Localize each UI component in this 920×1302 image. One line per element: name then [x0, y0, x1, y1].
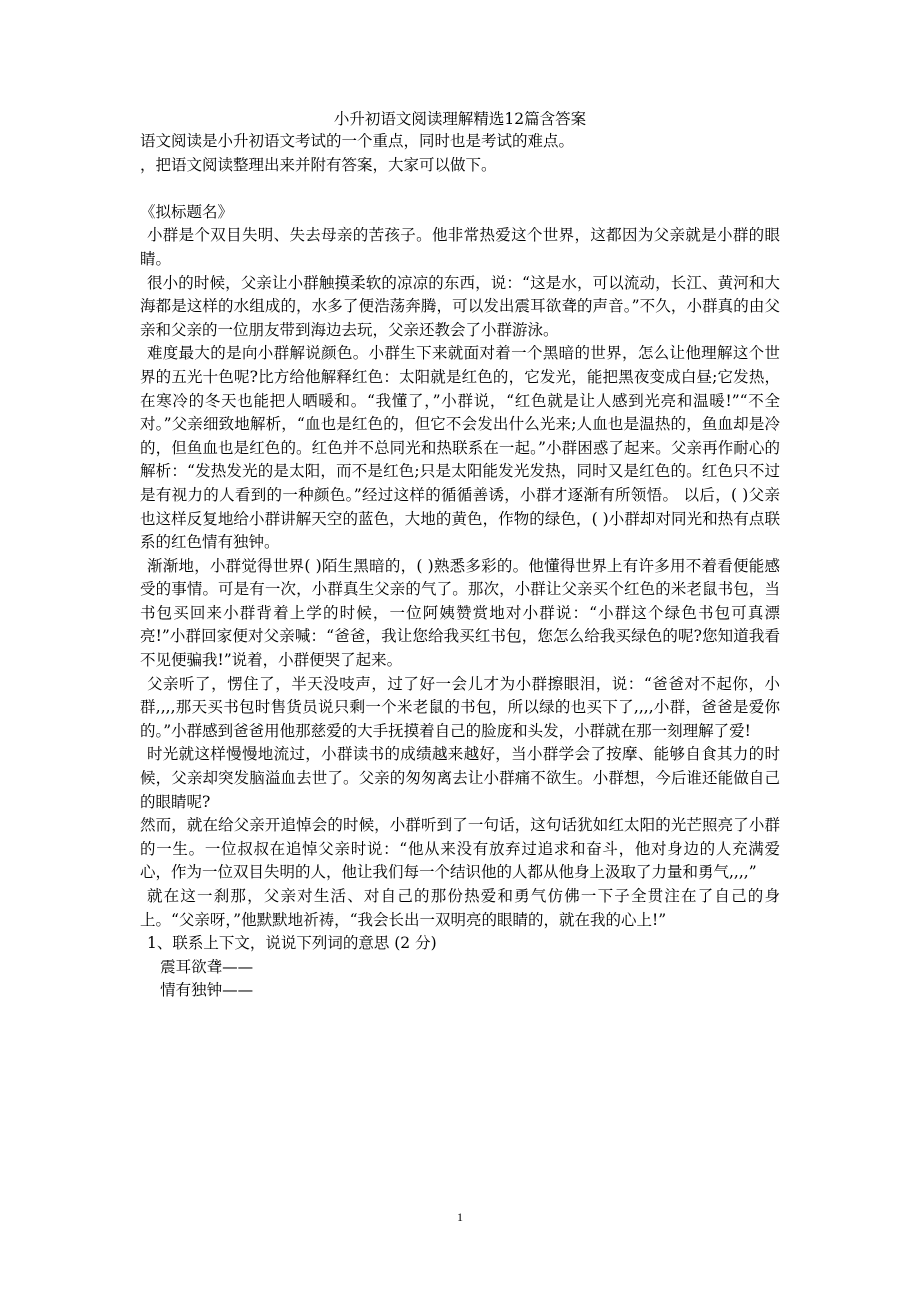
blank-line: [140, 177, 780, 201]
document-page: [140, 108, 780, 1003]
question-1: 1、联系上下文，说说下列词的意思 (2 分): [146, 934, 437, 953]
document-title: 小升初语文阅读理解精选12篇含答案: [333, 110, 587, 128]
page-number: 1: [457, 1210, 463, 1224]
question-1-item-2: 情有独钟——: [160, 981, 254, 1000]
paragraph-8: 就在这一刹那，父亲对生活、对自己的那份热爱和勇气仿佛一下子全贯注在了自己的身上。“父亲呀，”他默默地祈祷，“我会长出一双明亮的眼睛的，就在我的心上!”: [140, 887, 780, 929]
paragraph-2: 很小的时候，父亲让小群触摸柔软的凉凉的东西，说：“这是水，可以流动，长江、黄河和大海都是这样的水组成的，水多了便浩荡奔腾，可以发出震耳欲聋的声音。”不久，小群真的由父亲和父亲的一位朋友带到海边去玩，父亲还教会了小群游泳。: [140, 273, 780, 339]
paragraph-1: 小群是个双目失明、失去母亲的苦孩子。他非常热爱这个世界，这都因为父亲就是小群的眼睛。: [140, 226, 780, 268]
intro-line-1: 语文阅读是小升初语文考试的一个重点，同时也是考试的难点。: [140, 132, 575, 150]
intro-line-2: ，把语文阅读整理出来并附有答案，大家可以做下。: [140, 155, 497, 174]
paragraph-7: 然而，就在给父亲开追悼会的时候，小群听到了一句话，这句话犹如红太阳的光芒照亮了小群的一生。一位叔叔在追悼父亲时说：“他从来没有放弃过追求和奋斗，他对身边的人充满爱心，作为一位双目失明的人，他让我们每一个结识他的人都从他身上汲取了力量和勇气,,,,”: [140, 816, 780, 882]
section-title: 《拟标题名》: [140, 202, 234, 221]
paragraph-6: 时光就这样慢慢地流过，小群读书的成绩越来越好，当小群学会了按摩、能够自食其力的时候，父亲却突发脑溢血去世了。父亲的匆匆离去让小群痛不欲生。小群想，今后谁还能做自己的眼睛呢?: [140, 745, 780, 811]
paragraph-4: 渐渐地，小群觉得世界( )陌生黑暗的，( )熟悉多彩的。他懂得世界上有许多用不着看便能感受的事情。可是有一次，小群真生父亲的气了。那次，小群让父亲买个红色的米老鼠书包，当书包买回来小群背着上学的时候，一位阿姨赞赏地对小群说：“小群这个绿色书包可真漂亮!”小群回家便对父亲喊：“爸爸，我让您给我买红书包，您怎么给我买绿色的呢?您知道我看不见便骗我!”说着，小群便哭了起来。: [140, 556, 780, 670]
paragraph-5: 父亲听了，愣住了，半天没吱声，过了好一会儿才为小群擦眼泪，说：“爸爸对不起你，小群,,,,那天买书包时售货员说只剩一个米老鼠的书包，所以绿的也买下了,,,,小群，爸爸是爱你的。”小群感到爸爸用他那慈爱的大手抚摸着自己的脸庞和头发，小群就在那一刻理解了爱!: [140, 674, 780, 740]
paragraph-3: 难度最大的是向小群解说颜色。小群生下来就面对着一个黑暗的世界，怎么让他理解这个世界的五光十色呢?比方给他解释红色：太阳就是红色的，它发光，能把黑夜变成白昼;它发热，在寒冷的冬天也能把人晒暖和。“我懂了，”小群说，“红色就是让人感到光亮和温暖!”“不全对。”父亲细致地解析，“血也是红色的，但它不会发出什么光来;人血也是温热的，鱼血却是冷的，但鱼血也是红色的。红色并不总同光和热联系在一起。”小群困惑了起来。父亲再作耐心的解析：“发热发光的是太阳，而不是红色;只是太阳能发光发热，同时又是红色的。红色只不过是有视力的人看到的一种颜色。”经过这样的循循善诱，小群才逐渐有所领悟。 以后，( )父亲也这样反复地给小群讲解天空的蓝色，大地的黄色，作物的绿色，( )小群却对同光和热有点联系的红色情有独钟。: [140, 344, 780, 552]
question-1-item-1: 震耳欲聋——: [160, 957, 254, 976]
